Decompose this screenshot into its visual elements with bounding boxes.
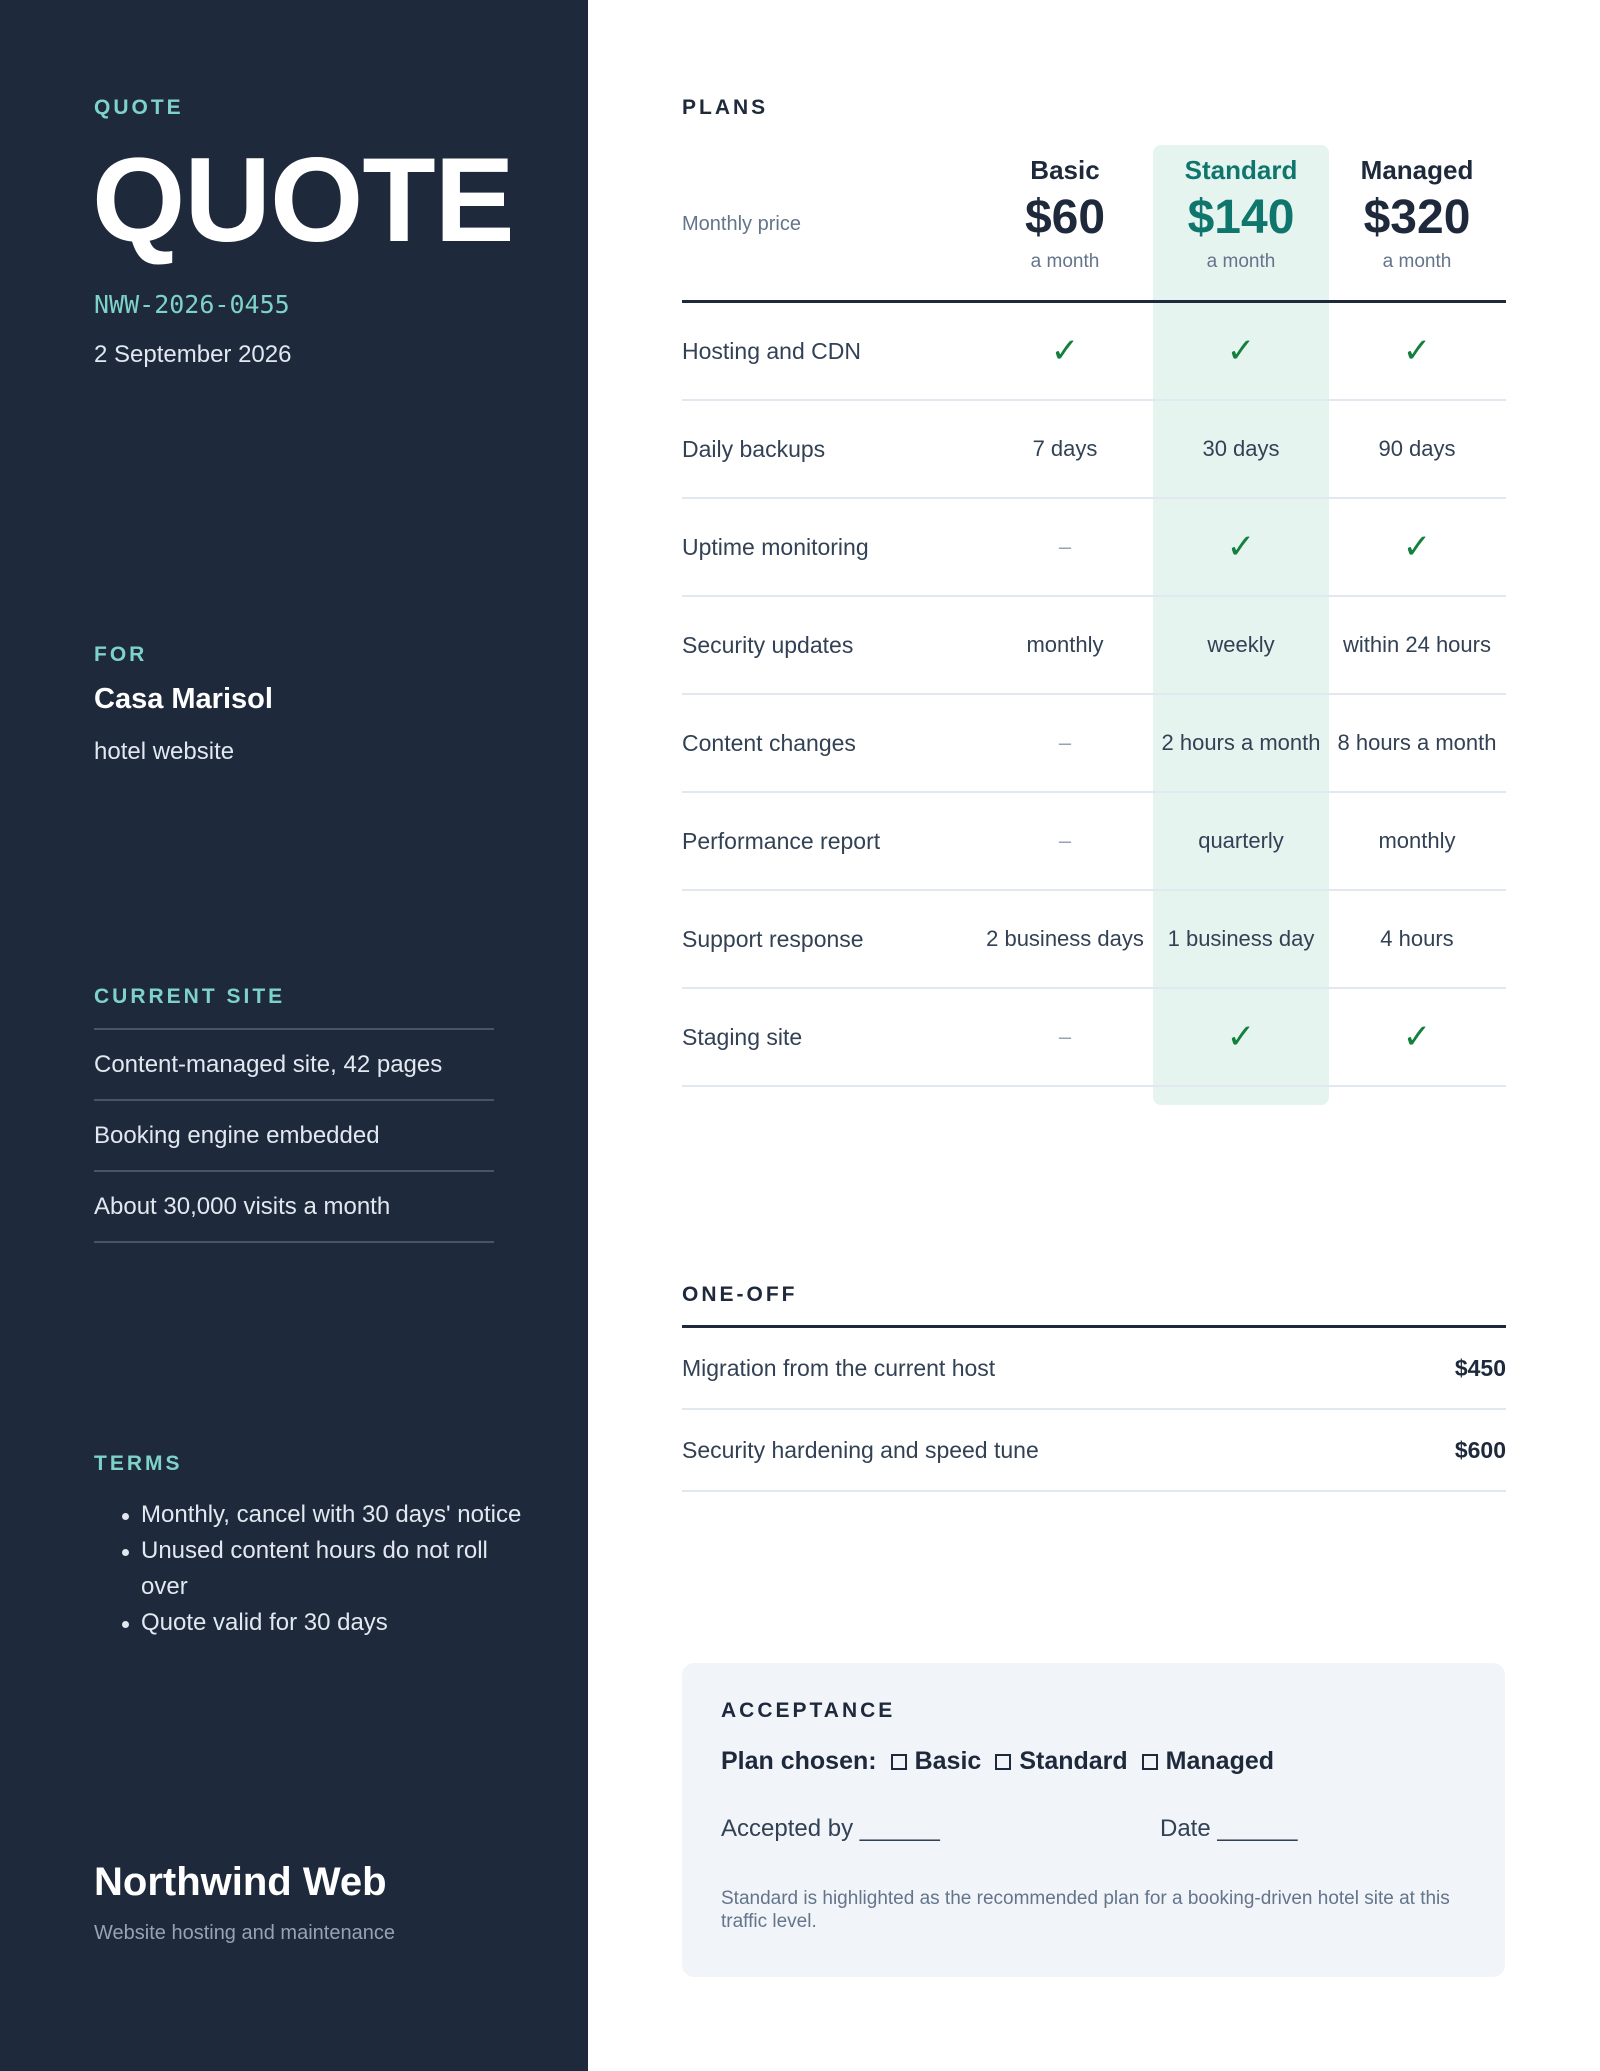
monthly-price-label: Monthly price — [682, 213, 801, 235]
managed-checkbox[interactable] — [1142, 1754, 1158, 1770]
plan-standard-header — [1153, 145, 1329, 273]
feature-name: Staging site — [682, 1023, 803, 1050]
feature-value-basic: 2 business days — [986, 926, 1144, 951]
feature-value-managed: ✓ — [1402, 1018, 1432, 1056]
feature-value-managed: monthly — [1378, 828, 1456, 853]
feature-name: Uptime monitoring — [682, 533, 869, 560]
quote-eyebrow: QUOTE — [94, 96, 184, 119]
current-site-item: Booking engine embedded — [94, 1101, 494, 1172]
feature-row — [682, 597, 1506, 695]
oneoff-price: $600 — [1454, 1436, 1506, 1463]
feature-row — [682, 891, 1506, 989]
feature-name: Security updates — [682, 631, 854, 658]
feature-name: Hosting and CDN — [682, 337, 861, 364]
plan-name: Managed — [1360, 155, 1474, 185]
plan-price: $320 — [1363, 191, 1471, 244]
plan-period: a month — [1382, 250, 1452, 272]
feature-row — [682, 303, 1506, 401]
plans-label: PLANS — [682, 96, 769, 119]
feature-value-basic: – — [1058, 1024, 1072, 1049]
feature-row — [682, 793, 1506, 891]
plan-chosen-label: Plan chosen: — [721, 1747, 877, 1775]
feature-value-standard: quarterly — [1198, 828, 1284, 853]
terms-item: Monthly, cancel with 30 days' notice — [94, 1497, 534, 1533]
plan-period: a month — [1030, 250, 1100, 272]
feature-value-managed: 4 hours — [1380, 926, 1454, 951]
feature-value-basic: monthly — [1026, 632, 1104, 657]
feature-value-managed: 90 days — [1378, 436, 1456, 461]
feature-value-managed: ✓ — [1402, 332, 1432, 370]
plans-feature-table — [682, 303, 1506, 1087]
feature-row — [682, 499, 1506, 597]
acceptance-note: Standard is highlighted as the recommended plan for a booking-driven hotel site at this traffic level. — [721, 1888, 1450, 1932]
accepted-by-field[interactable]: Accepted by ______ — [721, 1815, 940, 1842]
current-site-item: About 30,000 visits a month — [94, 1172, 494, 1243]
terms-label: TERMS — [94, 1452, 183, 1475]
current-site-item: Content-managed site, 42 pages — [94, 1030, 494, 1101]
sidebar — [0, 0, 588, 2071]
oneoff-price: $450 — [1454, 1354, 1506, 1381]
plan-name: Basic — [1030, 155, 1100, 185]
basic-option-label: Basic — [914, 1747, 982, 1775]
current-site-label: CURRENT SITE — [94, 985, 286, 1008]
brand-tagline: Website hosting and maintenance — [94, 1922, 395, 1944]
feature-value-standard: ✓ — [1226, 332, 1256, 370]
feature-name: Content changes — [682, 729, 856, 756]
feature-name: Performance report — [682, 827, 881, 854]
date-field[interactable]: Date ______ — [1160, 1815, 1298, 1842]
plans-header — [682, 145, 1506, 303]
plan-period: a month — [1206, 250, 1276, 272]
standard-option-label: Standard — [1019, 1747, 1128, 1775]
plan-price: $140 — [1187, 191, 1295, 244]
plan-chosen — [721, 1747, 1274, 1776]
feature-value-basic: – — [1058, 730, 1072, 755]
oneoff-row — [682, 1410, 1506, 1492]
managed-option-label: Managed — [1165, 1747, 1275, 1775]
plan-managed-header — [1329, 145, 1505, 273]
feature-value-basic: – — [1058, 828, 1072, 853]
plan-name: Standard — [1184, 155, 1298, 185]
basic-checkbox[interactable] — [891, 1754, 907, 1770]
acceptance-label: ACCEPTANCE — [721, 1699, 896, 1722]
standard-checkbox[interactable] — [995, 1754, 1011, 1770]
feature-value-standard: weekly — [1207, 632, 1275, 657]
oneoff-label: ONE-OFF — [682, 1283, 798, 1306]
plan-basic-header — [977, 145, 1153, 273]
feature-name: Support response — [682, 925, 864, 952]
plan-price: $60 — [1024, 191, 1106, 244]
terms-item: Quote valid for 30 days — [94, 1605, 534, 1641]
feature-value-basic: ✓ — [1050, 332, 1080, 370]
client-name: Casa Marisol — [94, 683, 273, 715]
client-description: hotel website — [94, 738, 235, 765]
feature-value-standard: ✓ — [1226, 528, 1256, 566]
oneoff-description: Migration from the current host — [682, 1354, 996, 1381]
feature-value-managed: ✓ — [1402, 528, 1432, 566]
terms-item: Unused content hours do not roll over — [94, 1533, 534, 1605]
feature-value-standard: 30 days — [1202, 436, 1280, 461]
feature-value-basic: – — [1058, 534, 1072, 559]
feature-row — [682, 989, 1506, 1087]
oneoff-row — [682, 1328, 1506, 1410]
brand-name: Northwind Web — [94, 1860, 387, 1904]
feature-value-standard: 1 business day — [1167, 926, 1315, 951]
feature-name: Daily backups — [682, 435, 826, 462]
feature-row — [682, 695, 1506, 793]
quote-date: 2 September 2026 — [94, 341, 292, 368]
terms-list — [94, 1497, 534, 1641]
client-label: FOR — [94, 643, 148, 666]
quote-title: QUOTE — [92, 133, 514, 267]
feature-value-standard: 2 hours a month — [1161, 730, 1321, 755]
current-site-list — [94, 1028, 494, 1243]
acceptance-box — [682, 1663, 1505, 1977]
feature-row — [682, 401, 1506, 499]
feature-value-standard: ✓ — [1226, 1018, 1256, 1056]
quote-number: NWW-2026-0455 — [94, 290, 290, 319]
feature-value-basic: 7 days — [1032, 436, 1098, 461]
oneoff-description: Security hardening and speed tune — [682, 1436, 1039, 1463]
oneoff-table — [682, 1328, 1506, 1492]
feature-value-managed: within 24 hours — [1343, 632, 1491, 657]
feature-value-managed: 8 hours a month — [1337, 730, 1497, 755]
